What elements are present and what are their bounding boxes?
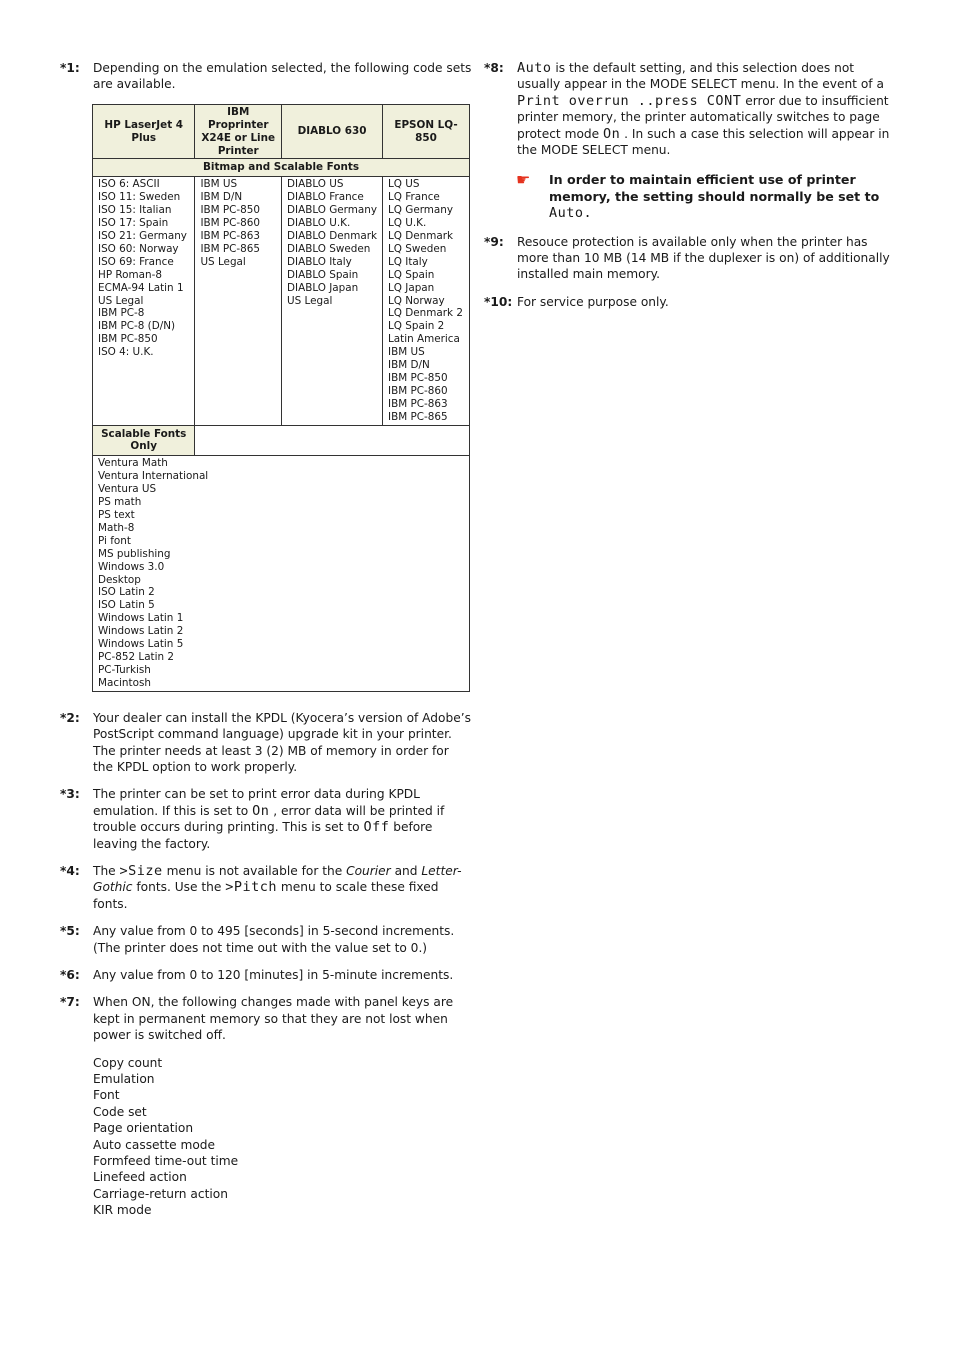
note-part: The printer can be set to print error data during KPDL emulation. If this is set to bbox=[93, 787, 420, 818]
list-item: Windows Latin 1 bbox=[98, 612, 184, 625]
list-item: ISO 6: ASCII bbox=[98, 178, 160, 191]
warning-part: In order to maintain efficient use of printer memory, the setting should normally be set to bbox=[549, 172, 880, 204]
italic-text: Courier bbox=[346, 863, 391, 878]
list-item: IBM PC-865 bbox=[388, 410, 448, 423]
list-item: LQ U.K. bbox=[388, 217, 427, 230]
note-part: before leaving the factory. bbox=[93, 820, 433, 851]
list-item: LQ Norway bbox=[388, 294, 445, 307]
list-item: Auto cassette mode bbox=[93, 1137, 216, 1152]
note-number: *8: bbox=[484, 61, 504, 75]
list-item: LQ Spain bbox=[388, 268, 435, 281]
note-number: *1: bbox=[60, 61, 80, 75]
list-item: ISO 17: Spain bbox=[98, 217, 169, 230]
list-item: DIABLO Spain bbox=[287, 268, 359, 281]
ibm-code-sets bbox=[195, 177, 282, 425]
list-item: LQ Germany bbox=[388, 204, 454, 217]
list-item: DIABLO Italy bbox=[287, 255, 352, 268]
list-item: IBM PC-860 bbox=[200, 217, 261, 230]
list-item: US Legal bbox=[287, 294, 333, 307]
note-number: *3: bbox=[60, 787, 80, 802]
list-item: IBM PC-850 bbox=[388, 371, 448, 384]
note-text: Any value from 0 to 120 [minutes] in 5-minute increments. bbox=[93, 967, 454, 982]
note-number: *4: bbox=[60, 863, 80, 878]
note-text: For service purpose only. bbox=[517, 294, 669, 309]
list-item: LQ Japan bbox=[388, 281, 435, 294]
note-text: Any value from 0 to 495 [seconds] in 5-second increments. (The printer does not time out with the value set to 0.) bbox=[93, 924, 455, 955]
header-epson: EPSON LQ-850 bbox=[383, 104, 470, 159]
note-9 bbox=[484, 234, 894, 283]
note-text bbox=[517, 60, 894, 158]
list-item: PS math bbox=[98, 496, 142, 509]
note-text: Your dealer can install the KPDL (Kyocera’s version of Adobe’s PostScript command language) upgrade kit in your printer. The printer needs at least 3 (2) MB of memory in order for the KPDL option to work properly. bbox=[93, 710, 471, 774]
note-number: *10: bbox=[484, 294, 513, 309]
right-column bbox=[484, 60, 894, 321]
note-text: When ON, the following changes made with panel keys are kept in permanent memory so that they are not lost when power is switched off. bbox=[93, 995, 454, 1043]
epson-code-sets bbox=[383, 177, 470, 425]
list-item: LQ Denmark bbox=[388, 229, 454, 242]
list-item: DIABLO Japan bbox=[287, 281, 359, 294]
note-part: The bbox=[93, 863, 116, 878]
list-item: Carriage-return action bbox=[93, 1186, 228, 1201]
note-part: and bbox=[394, 863, 418, 878]
list-item: Code set bbox=[93, 1104, 147, 1119]
list-item: PC-852 Latin 2 bbox=[98, 650, 175, 663]
lcd-text: Off bbox=[363, 819, 390, 836]
list-item: IBM PC-850 bbox=[98, 333, 158, 346]
note-text: Depending on the emulation selected, the following code sets are available. bbox=[93, 61, 472, 92]
list-item: DIABLO Germany bbox=[287, 204, 377, 217]
note-part: menu to scale these fixed fonts. bbox=[93, 880, 439, 911]
list-item: Pi font bbox=[98, 534, 131, 547]
list-item: DIABLO U.K. bbox=[287, 217, 351, 230]
list-item: PC-Turkish bbox=[98, 663, 151, 676]
scalable-empty-cell bbox=[195, 425, 470, 456]
note-number: *2: bbox=[60, 710, 80, 725]
list-item: KIR mode bbox=[93, 1203, 152, 1218]
list-item: Windows Latin 2 bbox=[98, 625, 184, 638]
list-item: ISO 21: Germany bbox=[98, 229, 187, 242]
list-item: ISO 69: France bbox=[98, 255, 174, 268]
list-item: Copy count bbox=[93, 1055, 163, 1070]
note-text bbox=[93, 786, 472, 852]
list-item: ISO 60: Norway bbox=[98, 242, 179, 255]
list-item: US Legal bbox=[200, 255, 246, 268]
lcd-text: On bbox=[603, 125, 621, 142]
note-number: *5: bbox=[60, 924, 80, 939]
list-item: IBM PC-850 bbox=[200, 204, 261, 217]
list-item: Macintosh bbox=[98, 676, 151, 689]
note-8 bbox=[484, 60, 894, 158]
list-item: Desktop bbox=[98, 573, 141, 586]
list-item: IBM US bbox=[200, 178, 238, 191]
note-1 bbox=[60, 60, 472, 93]
list-item: Latin America bbox=[388, 333, 460, 346]
pointing-hand-icon: ☛ bbox=[516, 170, 531, 190]
list-item: Linefeed action bbox=[93, 1170, 187, 1185]
list-item: LQ France bbox=[388, 191, 440, 204]
list-item: IBM D/N bbox=[388, 359, 430, 372]
list-item: Font bbox=[93, 1088, 120, 1103]
note-6 bbox=[60, 967, 472, 983]
lcd-text: >Size bbox=[119, 862, 163, 879]
list-item: IBM PC-865 bbox=[200, 242, 261, 255]
list-item: LQ Italy bbox=[388, 255, 428, 268]
list-item: Emulation bbox=[93, 1072, 155, 1086]
note-10 bbox=[484, 294, 894, 310]
list-item: IBM PC-863 bbox=[388, 397, 448, 410]
note-number: *7: bbox=[60, 995, 80, 1010]
note-part: , error data will be printed if trouble occurs during printing. This is set to bbox=[93, 803, 445, 835]
italic-text: Letter-Gothic bbox=[93, 863, 462, 895]
list-item: IBM PC-8 (D/N) bbox=[98, 320, 176, 333]
note-part: menu is not available for the bbox=[166, 863, 343, 878]
list-item: Math-8 bbox=[98, 521, 135, 534]
list-item: HP Roman-8 bbox=[98, 268, 162, 281]
bitmap-label: Bitmap and Scalable Fonts bbox=[93, 159, 470, 177]
list-item: DIABLO Denmark bbox=[287, 229, 377, 242]
note-text: Resouce protection is available only when the printer has more than 10 MB (14 MB if the duplexer is on) of additionally installed main memory. bbox=[517, 234, 890, 282]
warning-text bbox=[549, 172, 894, 221]
list-item: LQ Spain 2 bbox=[388, 320, 445, 333]
left-column bbox=[60, 60, 472, 1219]
note-part: error due to insufficient printer memory, the printer automatically switches to page protect mode bbox=[517, 93, 889, 141]
lcd-text: Auto. bbox=[549, 205, 593, 222]
header-diablo: DIABLO 630 bbox=[282, 104, 383, 159]
note-number: *6: bbox=[60, 967, 80, 982]
note-7 bbox=[60, 994, 472, 1043]
list-item: LQ Denmark 2 bbox=[388, 307, 463, 320]
list-item: ISO 4: U.K. bbox=[98, 346, 154, 359]
list-item: Ventura Math bbox=[98, 457, 168, 470]
list-item: IBM D/N bbox=[200, 191, 243, 204]
list-item: IBM US bbox=[388, 346, 425, 359]
lcd-text: Auto bbox=[517, 60, 552, 76]
list-item: MS publishing bbox=[98, 547, 171, 560]
permanent-memory-list bbox=[93, 1055, 472, 1219]
diablo-code-sets bbox=[282, 177, 383, 425]
list-item: DIABLO US bbox=[287, 178, 344, 191]
list-item: DIABLO France bbox=[287, 191, 364, 204]
list-item: ISO 11: Sweden bbox=[98, 191, 181, 204]
list-item: ECMA-94 Latin 1 bbox=[98, 281, 184, 294]
note-number: *9: bbox=[484, 234, 504, 249]
list-item: DIABLO Sweden bbox=[287, 242, 371, 255]
header-hp: HP LaserJet 4 Plus bbox=[93, 104, 195, 159]
header-ibm: IBM Proprinter X24E or Line Printer bbox=[195, 104, 282, 159]
list-item: ISO 15: Italian bbox=[98, 204, 172, 217]
lcd-text: Print overrun ..press CONT bbox=[517, 92, 742, 109]
note-part: is the default setting, and this selection does not usually appear in the MODE SELECT menu. In the event of a bbox=[517, 61, 884, 92]
note-2 bbox=[60, 710, 472, 776]
note-part: fonts. Use the bbox=[136, 880, 222, 895]
list-item: IBM PC-863 bbox=[200, 229, 261, 242]
list-item: Windows Latin 5 bbox=[98, 638, 184, 651]
warning-box bbox=[516, 172, 894, 221]
scalable-code-sets bbox=[93, 456, 470, 691]
list-item: US Legal bbox=[98, 294, 144, 307]
list-item: IBM PC-8 bbox=[98, 307, 145, 320]
list-item: ISO Latin 5 bbox=[98, 599, 155, 612]
note-text bbox=[93, 863, 472, 912]
list-item: Ventura US bbox=[98, 483, 157, 496]
list-item: LQ US bbox=[388, 178, 420, 191]
list-item: Windows 3.0 bbox=[98, 560, 165, 573]
list-item: Formfeed time-out time bbox=[93, 1154, 239, 1169]
note-4 bbox=[60, 863, 472, 912]
list-item: PS text bbox=[98, 509, 135, 521]
list-item: LQ Sweden bbox=[388, 242, 447, 255]
note-5 bbox=[60, 923, 472, 956]
list-item: Ventura International bbox=[98, 470, 209, 483]
note-3 bbox=[60, 786, 472, 852]
lcd-text: >Pitch bbox=[225, 879, 278, 896]
list-item: IBM PC-860 bbox=[388, 384, 448, 397]
note-part: . In such a case this selection will appear in the MODE SELECT menu. bbox=[517, 126, 890, 158]
lcd-text: On bbox=[252, 802, 270, 819]
list-item: ISO Latin 2 bbox=[98, 586, 155, 599]
list-item: Page orientation bbox=[93, 1121, 194, 1136]
hp-code-sets bbox=[93, 177, 195, 425]
scalable-label: Scalable Fonts Only bbox=[93, 425, 195, 456]
code-set-table bbox=[92, 104, 470, 692]
